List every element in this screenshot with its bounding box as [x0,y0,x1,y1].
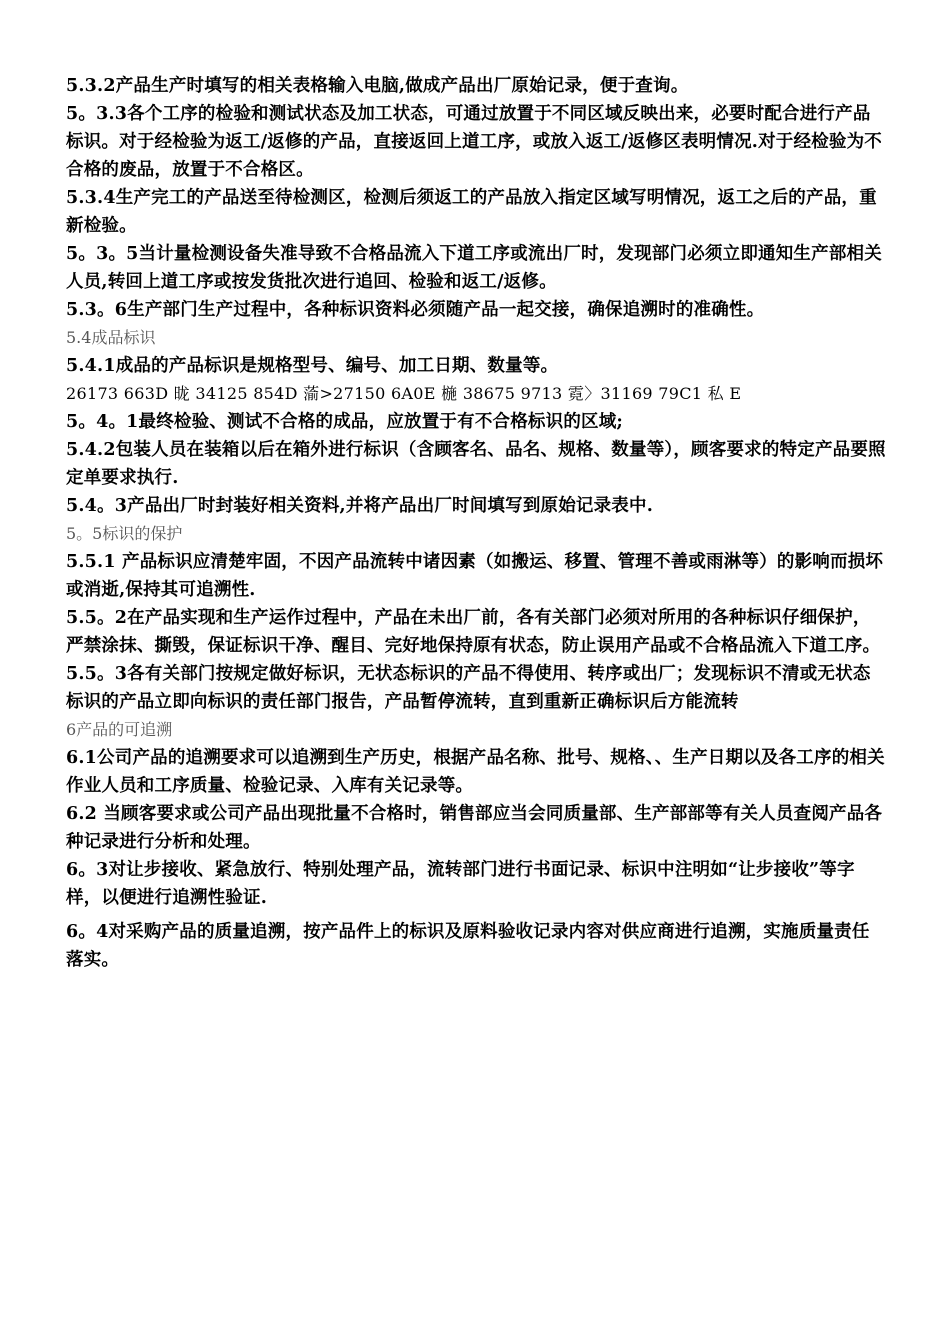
paragraph-6-3: 6。3对让步接收、紧急放行、特别处理产品，流转部门进行书面记录、标识中注明如“让步接收”等字样，以便进行追溯性验证. [66,860,855,908]
encoding-line: 26173 663D 昽 34125 854D 蕍>27150 6A0E 椸 38675 9713 霓〉31169 79C1 私 E [66,384,742,403]
paragraph-5-5-2: 5.5。2在产品实现和生产运作过程中，产品在未出厂前，各有关部门必须对所用的各种标识仔细保护，严禁涂抹、撕毁，保证标识干净、醒目、完好地保持原有状态，防止误用产品或不合格品流入下道工序。 [66,608,881,656]
section-heading-5-4: 5.4成品标识 [66,328,156,347]
paragraph-5-5-3: 5.5。3各有关部门按规定做好标识，无状态标识的产品不得使用、转序或出厂；发现标识不清或无状态标识的产品立即向标识的责任部门报告，产品暂停流转，直到重新正确标识后方能流转 [66,664,871,712]
paragraph-6-4: 6。4对采购产品的质量追溯，按产品件上的标识及原料验收记录内容对供应商进行追溯，实施质量责任落实。 [66,922,870,970]
paragraph-5-4-2: 5.4.2包装人员在装箱以后在箱外进行标识（含顾客名、品名、规格、数量等），顾客要求的特定产品要照定单要求执行. [66,440,886,488]
section-heading-6: 6产品的可追溯 [66,720,173,739]
paragraph-5-3-3: 5。3.3各个工序的检验和测试状态及加工状态，可通过放置于不同区域反映出来，必要时配合进行产品标识。对于经检验为返工/返修的产品，直接返回上道工序，或放入返工/返修区表明情况.对于经检验为不合格的废品，放置于不合格区。 [66,104,882,180]
paragraph-5-3-5: 5。3。5当计量检测设备失准导致不合格品流入下道工序或流出厂时，发现部门必须立即通知生产部相关人员,转回上道工序或按发货批次进行追回、检验和返工/返修。 [66,244,882,292]
paragraph-5-4-3: 5.4。3产品出厂时封装好相关资料,并将产品出厂时间填写到原始记录表中. [66,496,654,516]
paragraph-5-4-1-b: 5。4。1最终检验、测试不合格的成品，应放置于有不合格标识的区域; [66,412,624,432]
paragraph-5-3-2: 5.3.2产品生产时填写的相关表格输入电脑,做成产品出厂原始记录，便于查询。 [66,76,689,96]
paragraph-5-5-1: 5.5.1 产品标识应清楚牢固，不因产品流转中诸因素（如搬运、移置、管理不善或雨淋等）的影响而损坏或消逝,保持其可追溯性. [66,552,884,600]
paragraph-5-3-6: 5.3。6生产部门生产过程中，各种标识资料必须随产品一起交接，确保追溯时的准确性。 [66,300,765,320]
document-body [66,72,886,974]
paragraph-5-4-1: 5.4.1成品的产品标识是规格型号、编号、加工日期、数量等。 [66,356,559,376]
section-heading-5-5: 5。5标识的保护 [66,524,183,543]
paragraph-5-3-4: 5.3.4生产完工的产品送至待检测区，检测后须返工的产品放入指定区域写明情况，返工之后的产品，重新检验。 [66,188,877,236]
paragraph-6-2: 6.2 当顾客要求或公司产品出现批量不合格时，销售部应当会同质量部、生产部部等有关人员查阅产品各种记录进行分析和处理。 [66,804,883,852]
paragraph-6-1: 6.1公司产品的追溯要求可以追溯到生产历史，根据产品名称、批号、规格、、生产日期以及各工序的相关作业人员和工序质量、检验记录、入库有关记录等。 [66,748,885,796]
